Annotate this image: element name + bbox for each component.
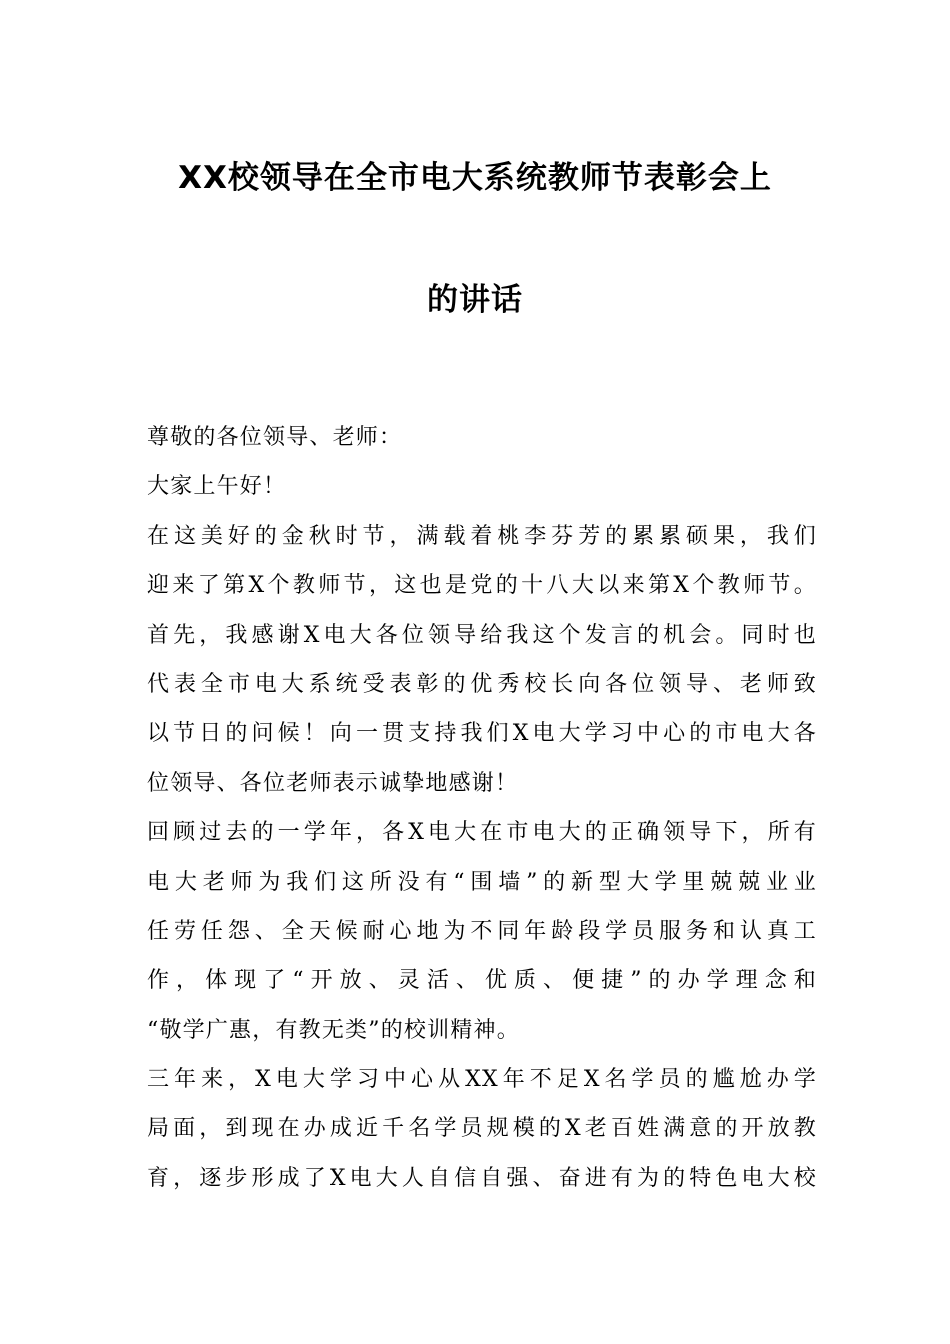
document-title-line-2: 的讲话 bbox=[427, 282, 523, 318]
paragraph-line: 电大老师为我们这所没有“围墙”的新型大学里兢兢业业 bbox=[147, 869, 817, 895]
paragraph-line: 在这美好的金秋时节，满载着桃李芬芳的累累硕果，我们 bbox=[147, 523, 817, 549]
document-title-line-1: XX校领导在全市电大系统教师节表彰会上 bbox=[178, 160, 772, 196]
paragraph-line: 回顾过去的一学年，各X电大在市电大的正确领导下，所有 bbox=[147, 820, 817, 846]
paragraph-line: 代表全市电大系统受表彰的优秀校长向各位领导、老师致 bbox=[147, 671, 817, 697]
paragraph-line: 作，体现了“开放、灵活、优质、便捷”的办学理念和 bbox=[147, 968, 817, 994]
paragraph-line: 位领导、各位老师表示诚挚地感谢！ bbox=[147, 770, 519, 796]
speech-body bbox=[147, 413, 817, 1203]
paragraph-line: 任劳任怨、全天候耐心地为不同年龄段学员服务和认真工 bbox=[147, 918, 817, 944]
paragraph-line: 迎来了第X个教师节，这也是党的十八大以来第X个教师节。 bbox=[147, 573, 817, 599]
paragraph-line: 以节日的问候！向一贯支持我们X电大学习中心的市电大各 bbox=[147, 721, 817, 747]
paragraph-line: 育，逐步形成了X电大人自信自强、奋进有为的特色电大校 bbox=[147, 1165, 817, 1191]
greeting: 大家上午好！ bbox=[147, 474, 287, 500]
paragraph-line: 首先，我感谢X电大各位领导给我这个发言的机会。同时也 bbox=[147, 622, 817, 648]
paragraph-line: “敬学广惠，有教无类”的校训精神。 bbox=[147, 1017, 520, 1043]
paragraph-line: 三年来，X电大学习中心从XX年不足X名学员的尴尬办学 bbox=[147, 1067, 817, 1093]
salutation: 尊敬的各位领导、老师： bbox=[147, 425, 403, 450]
paragraph-line: 局面，到现在办成近千名学员规模的X老百姓满意的开放教 bbox=[147, 1116, 817, 1142]
